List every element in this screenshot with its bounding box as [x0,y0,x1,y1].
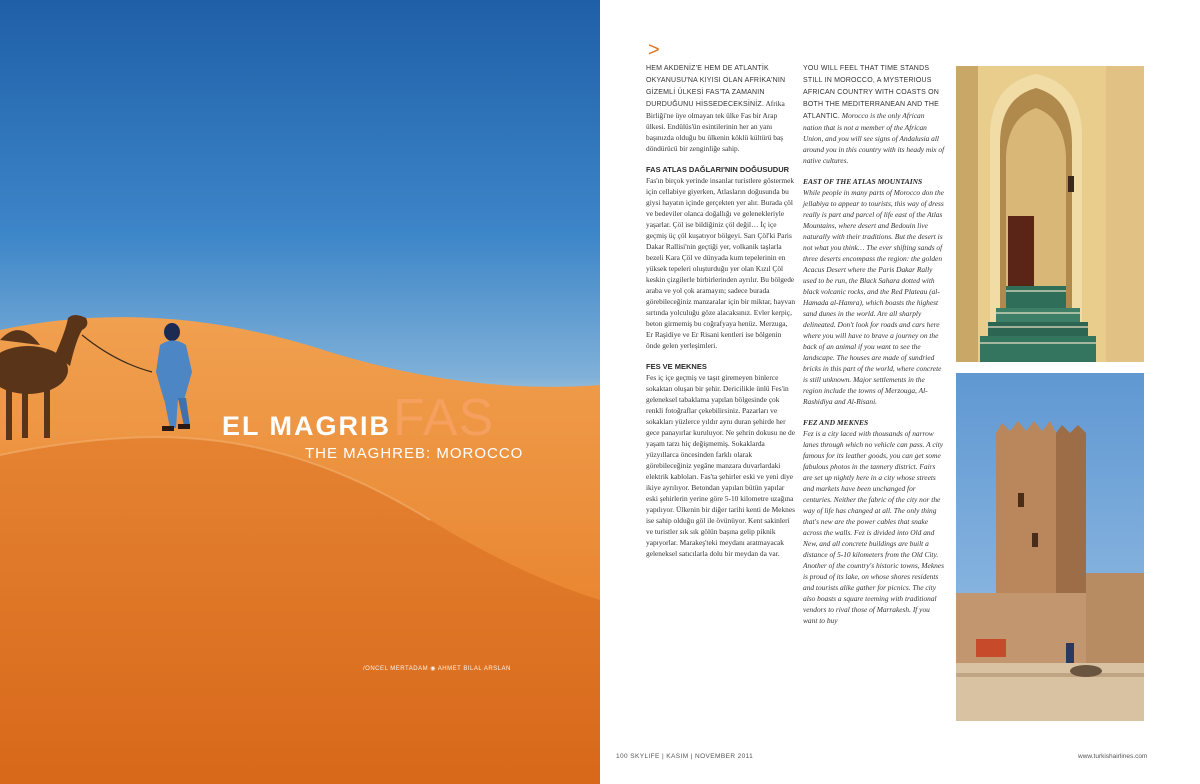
turkish-lead: HEM AKDENİZ'E HEM DE ATLANTİK OKYANUSU'NA KIYISI OLAN AFRİKA'NIN GİZEMLİ ÜLKESİ FAS'TA ZAMANIN DURDUĞUNU HİSSEDECEKSİNİZ. [646,65,786,108]
arched-doorway-illustration [956,66,1144,362]
section-arrow-icon: > [648,39,660,61]
turkish-intro [646,62,796,154]
kasbah-tower-photo [956,373,1144,721]
text-page [600,0,1200,784]
english-body-atlas: While people in many parts of Morocco don the jellabiya to appear to tourists, this way of dress really is part and parcel of life east of the Atlas Mountains, where desert and Bedouin live naturally with their traditions. But the desert is not what you think… The ever shifting sands of three deserts encompass the region: the golden Acacus Desert where the Paris Dakar Rally used to be run, the Black Sahara dotted with black volcanic rocks, and the Red Plateau (al-Hamada al-Hamra), which boasts the highest sand dunes in the world. Are all sharply delineated. Don't look for roads and cars here where you will have to brave a journey on the back of an animal if you want to see the landscape. The houses are made of sundried bricks in this part of the world, where concrete is still unknown. Major settlements in the region include the towns of Merzouga, Al-Rashidiya and Al-Risani. [803,188,944,406]
english-column [803,62,945,626]
english-heading-fez: FEZ AND MEKNES [803,418,869,427]
page-footer-issue: 100 SKYLIFE | KASIM | NOVEMBER 2011 [616,753,754,760]
english-intro-body: Morocco is the only African nation that is not a member of the African Union, and you will see signs of Andalusia all around you in this country with its heady mix of native cultures. [803,111,945,165]
title-fas: FAS [393,389,495,447]
english-heading-atlas: EAST OF THE ATLAS MOUNTAINS [803,177,923,186]
english-intro [803,62,945,166]
turkish-column [646,62,796,559]
article-title [222,388,494,448]
turkish-heading-fes: FES VE MEKNES [646,362,707,371]
article-subtitle: THE MAGHREB: MOROCCO [305,445,524,462]
turkish-body-fes: Fes iç içe geçmiş ve taşıt giremeyen binlerce sokaktan oluşan bir şehir. Dericilikle ünlü Fes'in geleneksel tabaklama yapılan bölgesinde çok renkli fotoğraflar çekebilirsiniz. Pazarları ve sokakları yüzlerce yıldır aynı duran şehirde her gece panayırlar kuruluyor. Ne şehrin dokusu ne de yaşam tarzı hiç değişmemiş. Sokaklarda yüzyıllarca öncesinden farklı olarak görebileceğiniz yegâne manzara duvarlardaki elektrik kabloları. Fas'ta şehirler eski ve yeni diye ikiye ayrılıyor. Betondan yapılan bütün yapılar eski şehirlerin yerine göre 5-10 kilometre uzağına yapılıyor. Ülkenin bir diğer tarihi kenti de Meknes ise sahip olduğu göl ile övünüyor. Kent sakinleri ve turistler sık sık gölün başına gelip piknik yapıyorlar. Marakeş'teki meydanı aratmayacak geleneksel satıcılarla dolu bir meydan da var. [646,373,796,558]
photo-credit: /ÖNCEL MERTADAM ◉ AHMET BİLAL ARSLAN [363,666,511,672]
mud-brick-tower-illustration [956,373,1144,721]
page-footer-website: www.turkishairlines.com [1078,753,1148,760]
doorway-photo [956,66,1144,362]
turkish-body-atlas: Fas'ın birçok yerinde insanlar turistlere göstermek için cellabiye giyerken, Atlasların doğusunda bu giysi hayatın içinde gerçekten yer alır. Burada çöl ve bedeviler olanca doğallığı ve gelenekleriyle yaşarlar. Çöl ise bildiğiniz çöl değil… İç içe geçmiş üç çöl kuşatıyor bölgeyi. Sarı Çöl'ki Paris Dakar Rallisi'nin geçtiği yer, volkanik taşlarla bezeli Kara Çöl ve dünyada kum tepelerinin en yüksek tepeleri oluşturduğu yer olan Kızıl Çöl keskin çizgilerle birbirlerinden ayrılır. Bu bölgede araba ve yol çok aramayın; sadece burada görebileceğiniz manzaralar için bir miktar, hayvan sırtında yolculuğu göze alacaksınız. Evler kerpiç, beton girmemiş bu coğrafyaya henüz. Merzuga, Er Raşidiye ve Er Risani kentleri ise bölgenin önde gelen yerleşimleri. [646,176,796,350]
english-lead: YOU WILL FEEL THAT TIME STANDS STILL IN MOROCCO, A MYSTERIOUS AFRICAN COUNTRY WITH COASTS ON BOTH THE MEDITERRANEAN AND THE ATLANTIC. [803,65,940,120]
turkish-heading-atlas: FAS ATLAS DAĞLARI'NIN DOĞUSUDUR [646,165,790,174]
english-body-fez: Fez is a city laced with thousands of narrow lanes through which no vehicle can pass. A city famous for its leather goods, you can get some fabulous photos in the tannery district. Fairs are set up nightly here in a city whose streets and markets have been unchanged for centuries. Neither the fabric of the city nor the way of life has changed at all. The only thing that's new are the power cables that snake across the walls. Fez is divided into Old and New, and all concrete buildings are built a distance of 5-10 kilometers from the Old City. Another of the country's historic towns, Meknes is proud of its lake, on whose shores residents and tourists alike gather for picnics. The city also boasts a square teeming with traditional vendors to rival those of Marrakesh. If you want to buy [803,429,944,625]
turkish-intro-body: Afrika Birliği'ne üye olmayan tek ülke Fas bir Arap ülkesi. Endülüs'ün esintilerinin her an yanı başınızda olduğu bu ülkenin köklü kültürü baş döndürücü bir zenginliğe sahip. [646,99,785,153]
title-el-magrib: EL MAGRIB [222,411,392,441]
